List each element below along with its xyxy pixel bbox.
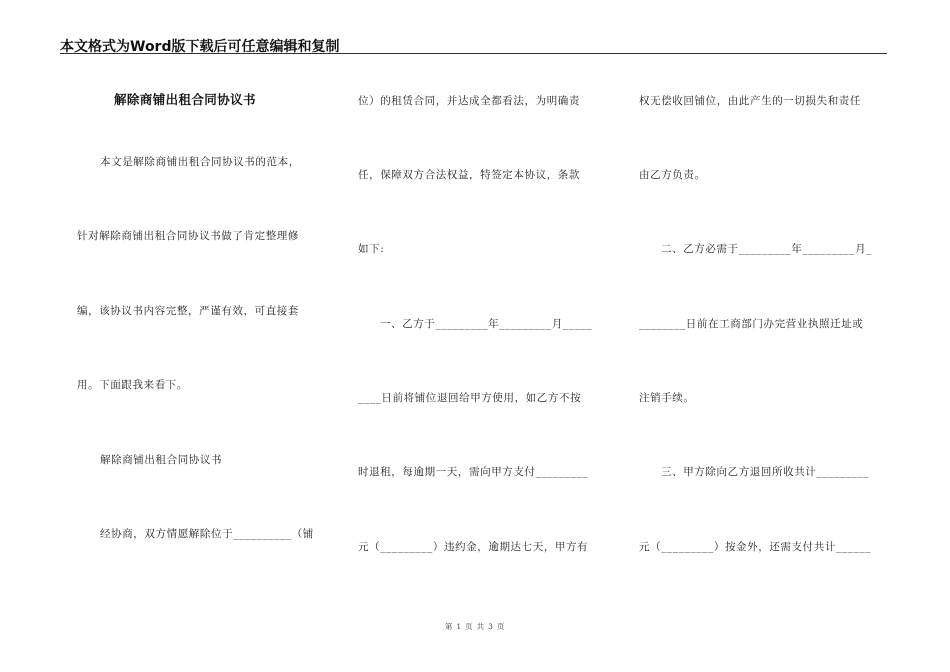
clause-line: ____日前将铺位退回给甲方使用，如乙方不按 xyxy=(358,392,582,404)
paragraph-line: 位）的租赁合同，并达成全都看法，为明确责 xyxy=(358,95,580,107)
page-number: 第 1 页 共 3 页 xyxy=(444,622,506,631)
clause-line: 三、甲方除向乙方退回所收共计_________ xyxy=(661,466,870,478)
clause-line: 注销手续。 xyxy=(639,392,695,404)
text-column-2 xyxy=(358,0,608,672)
paragraph-line: 用。下面跟我来看下。 xyxy=(77,379,188,391)
section-heading: 解除商铺出租合同协议书 xyxy=(100,454,223,466)
clause-line: 元（_________）按金外，还需支付共计______ xyxy=(639,541,872,553)
paragraph-line: 针对解除商铺出租合同协议书做了肯定整理修 xyxy=(77,230,299,242)
text-column-3 xyxy=(639,0,889,672)
paragraph-line: 经协商，双方情愿解除位于__________（铺 xyxy=(100,528,314,540)
paragraph-line: 编，该协议书内容完整，严谨有效，可直接套 xyxy=(77,305,299,317)
paragraph-line: 本文是解除商铺出租合同协议书的范本， xyxy=(100,156,300,168)
paragraph-line: 如下: xyxy=(358,243,385,255)
clause-line: 元（_________）违约金，逾期达七天，甲方有 xyxy=(358,541,589,553)
clause-line: 时退租，每逾期一天，需向甲方支付_________ xyxy=(358,466,589,478)
clause-line: 二、乙方必需于_________年_________月_ xyxy=(661,243,873,255)
paragraph-line: 任，保障双方合法权益，特签定本协议，条款 xyxy=(358,169,580,181)
document-title: 解除商铺出租合同协议书 xyxy=(114,92,256,107)
text-column-1 xyxy=(60,0,338,672)
clause-line: 一、乙方于_________年_________月_____ xyxy=(380,318,593,330)
document-banner: 本文格式为Word版下载后可任意编辑和复制 xyxy=(60,39,340,55)
clause-line: 由乙方负责。 xyxy=(639,169,706,181)
clause-line: 权无偿收回铺位，由此产生的一切损失和责任 xyxy=(639,95,861,107)
clause-line: ________日前在工商部门办完营业执照迁址或 xyxy=(639,318,864,330)
